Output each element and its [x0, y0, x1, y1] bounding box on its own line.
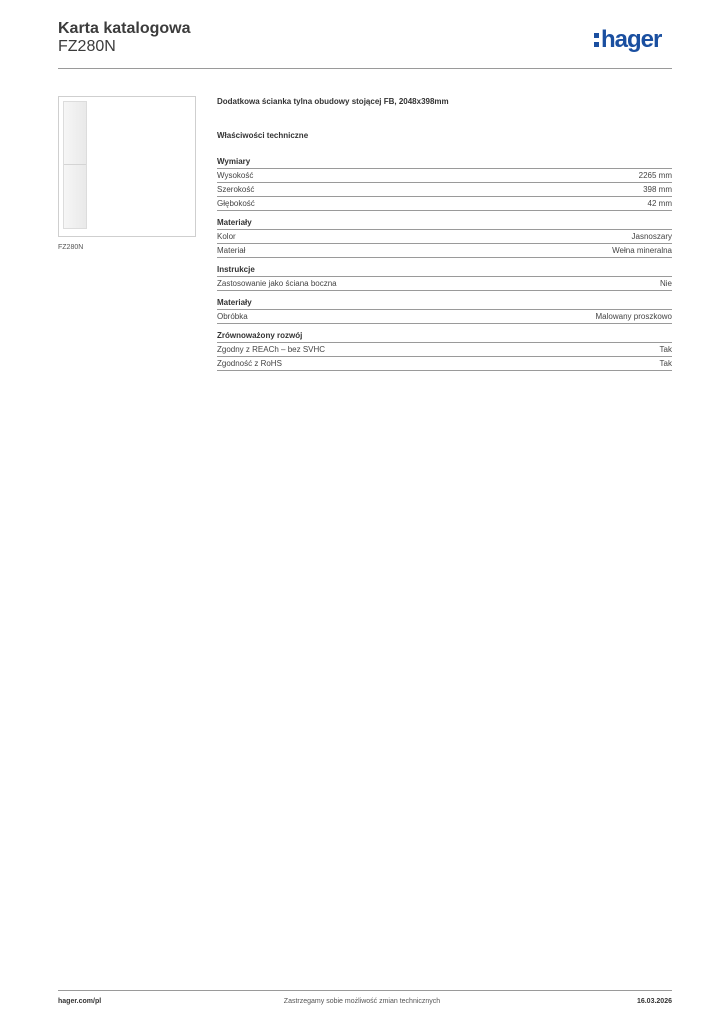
property-label: Szerokość: [217, 185, 255, 194]
logo-text: hager: [601, 26, 662, 53]
group-instructions: [217, 264, 672, 291]
property-row: [217, 310, 672, 324]
group-title: Wymiary: [217, 156, 672, 169]
property-row: [217, 357, 672, 371]
property-label: Zgodność z RoHS: [217, 359, 282, 368]
page-title: Karta katalogowa: [58, 20, 191, 37]
property-value: 2265 mm: [638, 171, 672, 180]
property-row: [217, 277, 672, 291]
property-label: Wysokość: [217, 171, 254, 180]
group-title: Materiały: [217, 297, 672, 310]
group-sustainability: [217, 330, 672, 371]
property-label: Głębokość: [217, 199, 255, 208]
property-value: Nie: [659, 279, 672, 288]
property-row: [217, 230, 672, 244]
footer-website-link[interactable]: hager.com/pl: [58, 998, 102, 1005]
panel-illustration: [63, 101, 87, 229]
property-value: Malowany proszkowo: [595, 312, 672, 321]
group-title: Instrukcje: [217, 264, 672, 277]
property-label: Zgodny z REACh – bez SVHC: [217, 345, 326, 354]
property-value: Tak: [659, 359, 672, 368]
property-value: 42 mm: [647, 199, 672, 208]
property-value: Tak: [659, 345, 672, 354]
product-code: FZ280N: [58, 38, 116, 55]
property-row: [217, 343, 672, 357]
footer-disclaimer: Zastrzegamy sobie możliwość zmian technicznych: [283, 998, 441, 1005]
product-image: [58, 96, 196, 237]
property-label: Kolor: [217, 232, 236, 241]
property-value: Jasnoszary: [631, 232, 672, 241]
logo-dots-icon: [594, 33, 599, 51]
group-title: Zrównoważony rozwój: [217, 330, 672, 343]
group-materials-finish: [217, 297, 672, 324]
property-label: Zastosowanie jako ściana boczna: [217, 279, 337, 288]
footer-divider: [58, 990, 672, 991]
product-description: Dodatkowa ścianka tylna obudowy stojącej FB, 2048x398mm: [217, 97, 449, 106]
property-label: Materiał: [217, 246, 246, 255]
technical-properties-heading: Właściwości techniczne: [217, 131, 309, 140]
property-value: 398 mm: [643, 185, 672, 194]
group-title: Materiały: [217, 217, 672, 230]
property-row: [217, 169, 672, 183]
image-caption: FZ280N: [58, 244, 84, 251]
property-row: [217, 197, 672, 211]
group-dimensions: [217, 156, 672, 211]
footer-date: 16.03.2026: [636, 998, 672, 1005]
panel-split-line: [64, 164, 86, 165]
property-row: [217, 244, 672, 258]
group-materials: [217, 217, 672, 258]
property-value: Wełna mineralna: [612, 246, 672, 255]
property-label: Obróbka: [217, 312, 248, 321]
property-row: [217, 183, 672, 197]
properties-list: [217, 156, 672, 377]
hager-logo: [594, 26, 661, 54]
header-divider: [58, 68, 672, 69]
